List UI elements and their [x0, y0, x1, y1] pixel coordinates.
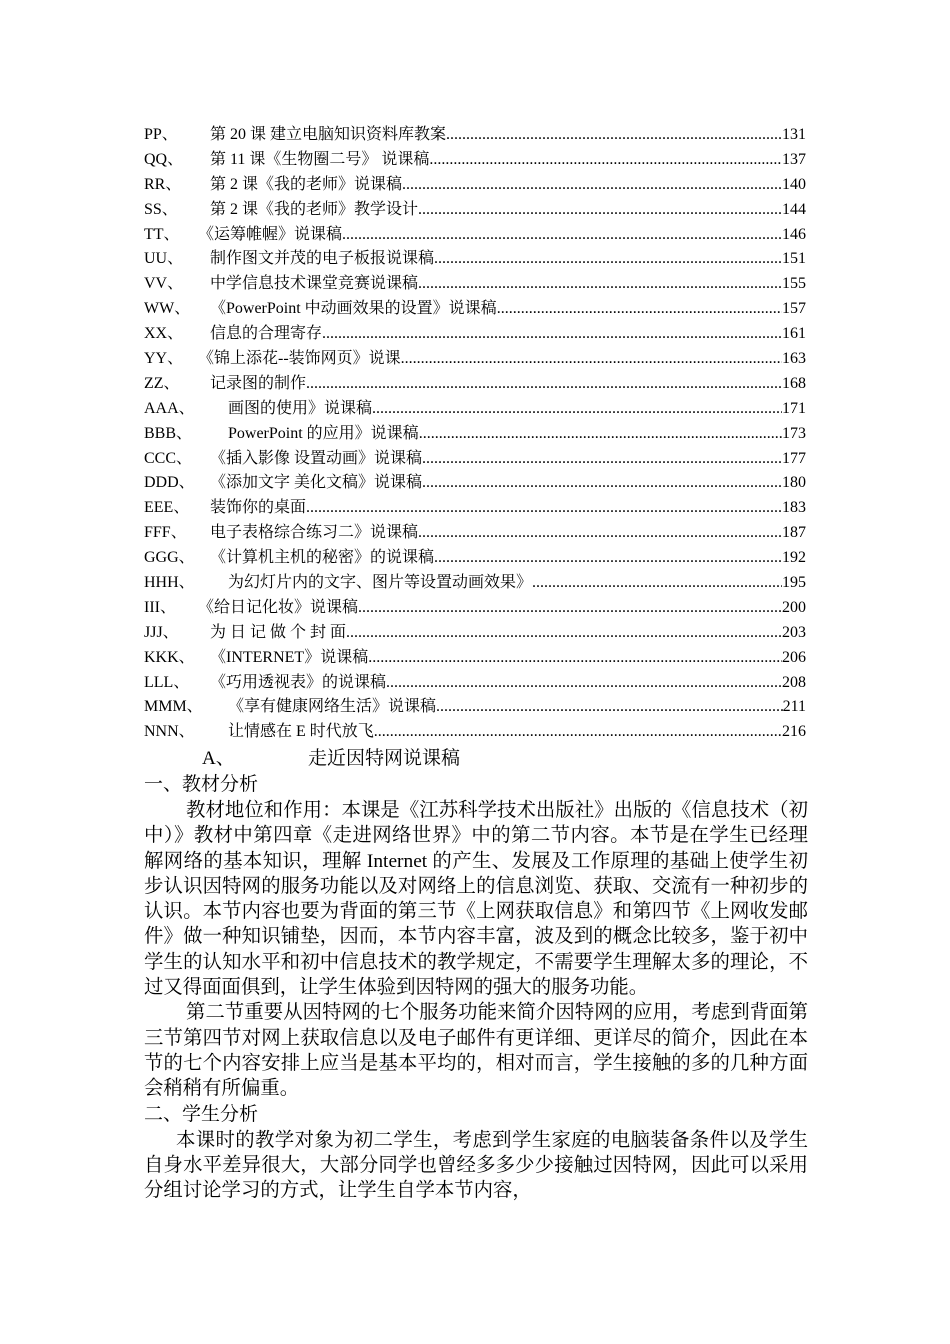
toc-leader [434, 247, 782, 272]
toc-entry[interactable] [144, 571, 806, 596]
toc-title: 《巧用透视表》的说课稿 [210, 673, 387, 691]
toc-entry[interactable] [144, 621, 806, 646]
toc-leader [306, 372, 782, 397]
paragraph: 教材地位和作用：本课是《江苏科学技术出版社》出版的《信息技术（初中）》教材中第四章《走进网络世界》中的第二节内容。本节是在学生已经理解网络的基本知识，理解 Internet 的产生、发展及工作原理的基础上使学生初步认识因特网的服务功能以及对网络上的信息浏览、获取、交流有一种初步的认识。本节内容也要为背面的第三节《上网获取信息》和第四节《上网收发邮件》做一种知识铺垫，因而，本节内容丰富，波及到的概念比较多，鉴于初中学生的认知水平和初中信息技术的教学规定，不需要学生理解太多的理论，不过又得面面俱到，让学生体验到因特网的强大的服务功能。 [144, 800, 808, 999]
toc-leader [418, 198, 782, 223]
toc-label: ZZ、 [144, 374, 180, 392]
toc-title: 装饰你的桌面 [210, 499, 307, 517]
toc-page-number: 195 [782, 574, 806, 592]
toc-label: XX、 [144, 325, 184, 343]
article-heading-title: 走近因特网说课稿 [308, 748, 461, 769]
toc-page-number: 137 [782, 150, 806, 168]
toc-title: 让情感在 E 时代放飞 [228, 723, 374, 741]
toc-entry[interactable] [144, 496, 806, 521]
toc-entry[interactable] [144, 123, 806, 148]
toc-label: BBB、 [144, 424, 193, 442]
toc-label: WW、 [144, 300, 191, 318]
toc-title: 记录图的制作 [210, 374, 307, 392]
toc-leader [419, 422, 782, 447]
toc-title: 第 11 课《生物圈二号》 说课稿 [210, 150, 430, 168]
toc-entry[interactable] [144, 297, 806, 322]
toc-entry[interactable] [144, 720, 806, 745]
toc-page-number: 155 [782, 275, 806, 293]
section-title: 二、学生分析 [144, 1103, 259, 1125]
article-heading [144, 746, 808, 772]
toc-label: DDD、 [144, 474, 195, 492]
toc-label: III、 [144, 598, 176, 616]
toc-leader [418, 272, 782, 297]
toc-title: 第 2 课《我的老师》说课稿 [210, 175, 403, 193]
toc-label: GGG、 [144, 549, 195, 567]
toc-leader [374, 720, 782, 745]
toc-label: LLL、 [144, 673, 190, 691]
toc-label: CCC、 [144, 449, 193, 467]
toc-leader [306, 496, 782, 521]
toc-title: 画图的使用》说课稿 [228, 399, 373, 417]
toc-title: 《给日记化妆》说课稿 [198, 598, 359, 616]
toc-leader [422, 471, 782, 496]
toc-page-number: 151 [782, 250, 806, 268]
toc-title: 《运筹帷幄》说课稿 [198, 225, 343, 243]
toc-leader [342, 223, 782, 248]
toc-title: 《享有健康网络生活》说课稿 [228, 698, 437, 716]
toc-title: 《插入影像 设置动画》说课稿 [210, 449, 423, 467]
toc-entry[interactable] [144, 521, 806, 546]
toc-page-number: 173 [782, 424, 806, 442]
toc-title: 《添加文字 美化文稿》说课稿 [210, 474, 423, 492]
toc-entry[interactable] [144, 347, 806, 372]
toc-title: 中学信息技术课堂竞赛说课稿 [210, 275, 419, 293]
toc-leader [497, 297, 782, 322]
paragraph: 本课时的教学对象为初二学生，考虑到学生家庭的电脑装备条件以及学生自身水平差异很大，大部分同学也曾经多多少少接触过因特网，因此可以采用分组讨论学习的方式，让学生自学本节内容， [144, 1129, 808, 1202]
toc-title: 制作图文并茂的电子板报说课稿 [210, 250, 435, 268]
toc-page-number: 211 [782, 698, 806, 716]
toc-page-number: 144 [782, 200, 806, 218]
toc-leader [436, 695, 783, 720]
toc-entry[interactable] [144, 372, 806, 397]
toc-label: FFF、 [144, 524, 187, 542]
toc-page-number: 206 [782, 648, 806, 666]
toc-label: PP、 [144, 126, 178, 143]
toc-page-number: 180 [782, 474, 806, 492]
toc-label: JJJ、 [144, 623, 179, 641]
toc-title: 第 20 课 建立电脑知识资料库教案 [210, 126, 447, 143]
toc-title: 《INTERNET》说课稿 [210, 648, 369, 666]
toc-entry[interactable] [144, 695, 806, 720]
toc-leader [322, 322, 782, 347]
section-title: 一、教材分析 [144, 774, 259, 795]
article-body [144, 746, 808, 1203]
toc-label: QQ、 [144, 150, 184, 168]
toc-leader [434, 546, 782, 571]
table-of-contents [144, 123, 806, 745]
toc-page-number: 200 [782, 598, 806, 616]
toc-title: 为幻灯片内的文字、图片等设置动画效果》 [228, 574, 533, 592]
toc-entry[interactable] [144, 596, 806, 621]
toc-entry[interactable] [144, 198, 806, 223]
toc-title: 《计算机主机的秘密》的说课稿 [210, 549, 435, 567]
toc-page-number: 168 [782, 374, 806, 392]
toc-page-number: 171 [782, 399, 806, 417]
toc-leader [402, 173, 782, 198]
toc-entry[interactable] [144, 422, 806, 447]
toc-title: 为 日 记 做 个 封 面 [210, 623, 347, 641]
toc-entry[interactable] [144, 471, 806, 496]
paragraph: 第二节重要从因特网的七个服务功能来简介因特网的应用，考虑到背面第三节第四节对网上获取信息以及电子邮件有更详细、更详尽的简介，因此在本节的七个内容安排上应当是基本平均的，相对而言，学生接触的多的几种方面会稍稍有所偏重。 [144, 1002, 808, 1100]
toc-title: 第 2 课《我的老师》教学设计 [210, 200, 419, 218]
toc-label: KKK、 [144, 648, 195, 666]
toc-page-number: 216 [782, 723, 806, 741]
toc-entry[interactable] [144, 397, 806, 422]
toc-label: NNN、 [144, 723, 195, 741]
toc-entry[interactable] [144, 247, 806, 272]
toc-label: UU、 [144, 250, 184, 268]
toc-page-number: 177 [782, 449, 806, 467]
toc-label: MMM、 [144, 698, 203, 716]
toc-entry[interactable] [144, 546, 806, 571]
toc-label: AAA、 [144, 399, 195, 417]
toc-entry[interactable] [144, 272, 806, 297]
toc-label: HHH、 [144, 574, 195, 592]
toc-leader [429, 148, 782, 173]
toc-page-number: 187 [782, 524, 806, 542]
toc-entry[interactable] [144, 447, 806, 472]
article-heading-label: A、 [202, 748, 235, 769]
toc-entry[interactable] [144, 646, 806, 671]
toc-title: 信息的合理寄存 [210, 325, 323, 343]
toc-leader [418, 521, 782, 546]
toc-page-number: 146 [782, 225, 806, 243]
toc-leader [346, 621, 782, 646]
toc-page-number: 161 [782, 325, 806, 343]
toc-leader [386, 671, 782, 696]
toc-title: 电子表格综合练习二》说课稿 [210, 524, 419, 542]
toc-leader [446, 123, 782, 148]
toc-page-number: 140 [782, 175, 806, 193]
toc-label: SS、 [144, 200, 178, 218]
toc-title: 《锦上添花--装饰网页》说课 [198, 350, 401, 368]
toc-entry[interactable] [144, 148, 806, 173]
toc-entry[interactable] [144, 173, 806, 198]
toc-label: YY、 [144, 350, 184, 368]
toc-title: PowerPoint 的应用》说课稿 [228, 424, 419, 442]
toc-page-number: 163 [782, 350, 806, 368]
toc-leader [532, 571, 782, 596]
toc-leader [372, 397, 782, 422]
toc-label: RR、 [144, 175, 182, 193]
toc-page-number: 203 [782, 623, 806, 641]
toc-entry[interactable] [144, 322, 806, 347]
toc-leader [401, 347, 782, 372]
toc-page-number: 157 [782, 300, 806, 318]
toc-leader [358, 596, 782, 621]
toc-entry[interactable] [144, 671, 806, 696]
toc-page-number: 131 [782, 126, 806, 143]
toc-label: TT、 [144, 225, 180, 243]
toc-title: 《PowerPoint 中动画效果的设置》说课稿 [210, 300, 497, 318]
toc-label: VV、 [144, 275, 184, 293]
toc-page-number: 208 [782, 673, 806, 691]
toc-leader [422, 447, 782, 472]
toc-page-number: 183 [782, 499, 806, 517]
toc-label: EEE、 [144, 499, 190, 517]
toc-leader [368, 646, 782, 671]
toc-entry[interactable] [144, 223, 806, 248]
toc-page-number: 192 [782, 549, 806, 567]
